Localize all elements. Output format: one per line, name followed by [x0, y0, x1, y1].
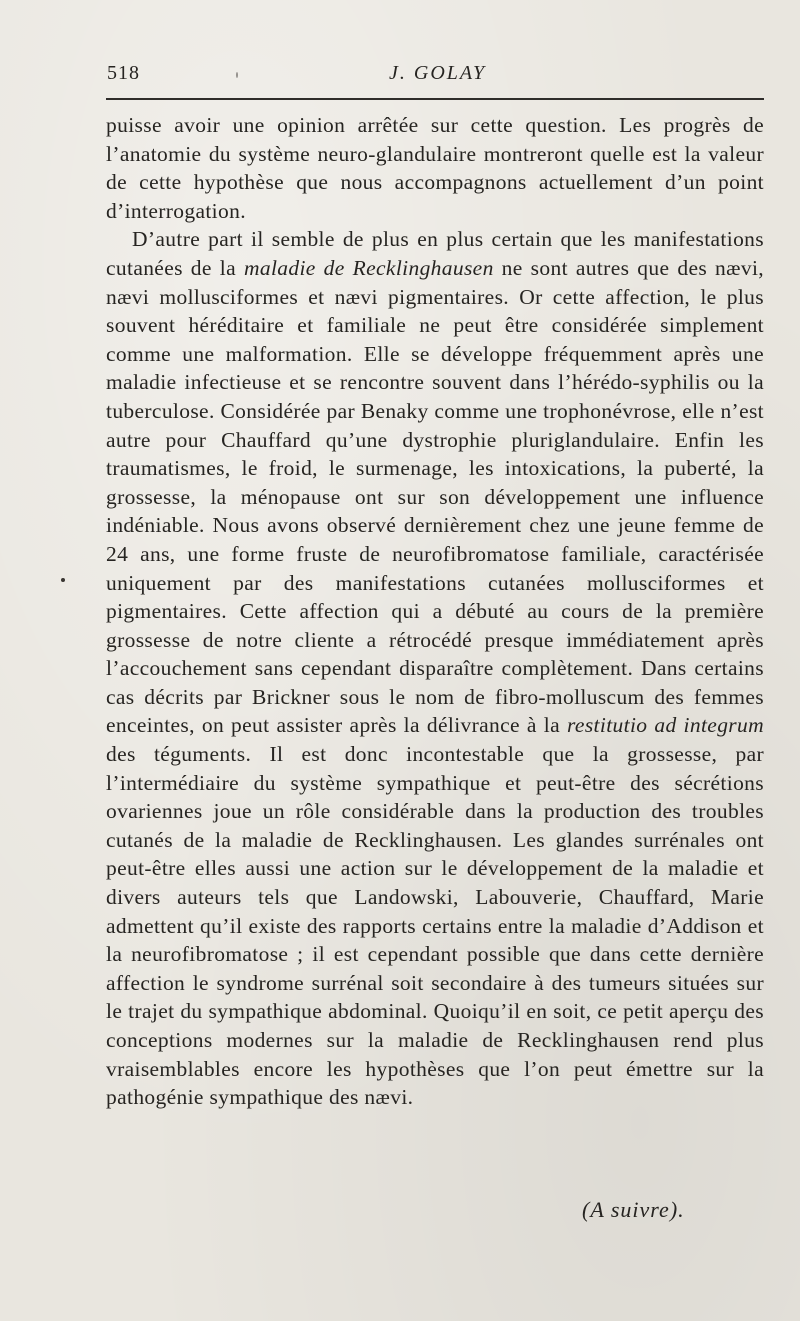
page-header: [107, 58, 760, 88]
paragraph-2-text-a: D’autre part il semble de plus en plus certain que les manifestations cutanées de la: [106, 227, 764, 280]
italic-term-recklinghausen: maladie de Recklinghausen: [243, 255, 494, 280]
paragraph-2: [106, 225, 764, 1111]
header-rule: [106, 98, 764, 100]
to-be-continued-note: (A suivre).: [582, 1197, 685, 1222]
page-number: 518: [107, 62, 140, 84]
paragraph-2-text-b: ne sont autres que des nævi, nævi mollusciformes et nævi pigmentaires. Or cette affection, le plus souvent héréditaire et familiale ne peut être considérée simplement comme une malformation. Elle se développe fréquemment après une maladie infectieuse et se rencontre souvent dans l’hérédo-syphilis ou la tuberculose. Considérée par Benaky comme une trophonévrose, elle n’est autre pour Chauffard qu’une dystrophie pluriglandulaire. Enfin les traumatismes, le froid, le surmenage, les intoxications, la puberté, la grossesse, la ménopause ont sur son développement une influence indéniable. Nous avons observé dernièrement chez une jeune femme de 24 ans, une forme fruste de neurofibromatose familiale, caractérisée uniquement par des manifestations cutanées mollusciformes et pigmentaires. Cette affection qui a débuté au cours de la première grossesse de notre cliente a rétrocédé presque immédiatement après l’accouchement sans cependant disparaître complètement. Dans certains cas décrits par Brickner sous le nom de fibro-molluscum des femmes enceintes, on peut assister après la délivrance à la: [106, 255, 764, 738]
running-head: J. GOLAY: [389, 62, 487, 84]
print-speck: [236, 72, 238, 78]
body-text: [106, 111, 764, 1112]
italic-term-restitutio: restitutio ad integrum: [567, 713, 764, 738]
print-speck: [61, 578, 65, 582]
paragraph-1: puisse avoir une opinion arrêtée sur cette question. Les progrès de l’anatomie du système neuro-glandulaire montreront quelle est la valeur de cette hypothèse que nous accompagnons actuellement d’un point d’interrogation.: [106, 113, 764, 223]
paragraph-2-text-c: des téguments. Il est donc incontestable que la grossesse, par l’intermédiaire du système sympathique et peut-être des sécrétions ovariennes joue un rôle considérable dans la production des troubles cutanés de la maladie de Recklinghausen. Les glandes surrénales ont peut-être elles aussi une action sur le développement de la maladie et divers auteurs tels que Landowski, Labouverie, Chauffard, Marie admettent qu’il existe des rapports certains entre la maladie d’Addison et la neurofibromatose ; il est cependant possible que dans cette dernière affection le syndrome surrénal soit secondaire à des tumeurs situées sur le trajet du sympathique abdominal. Quoiqu’il en soit, ce petit aperçu des conceptions modernes sur la maladie de Recklinghausen rend plus vraisemblables encore les hypothèses que l’on peut émettre sur la pathogénie sympathique des nævi.: [106, 742, 764, 1110]
